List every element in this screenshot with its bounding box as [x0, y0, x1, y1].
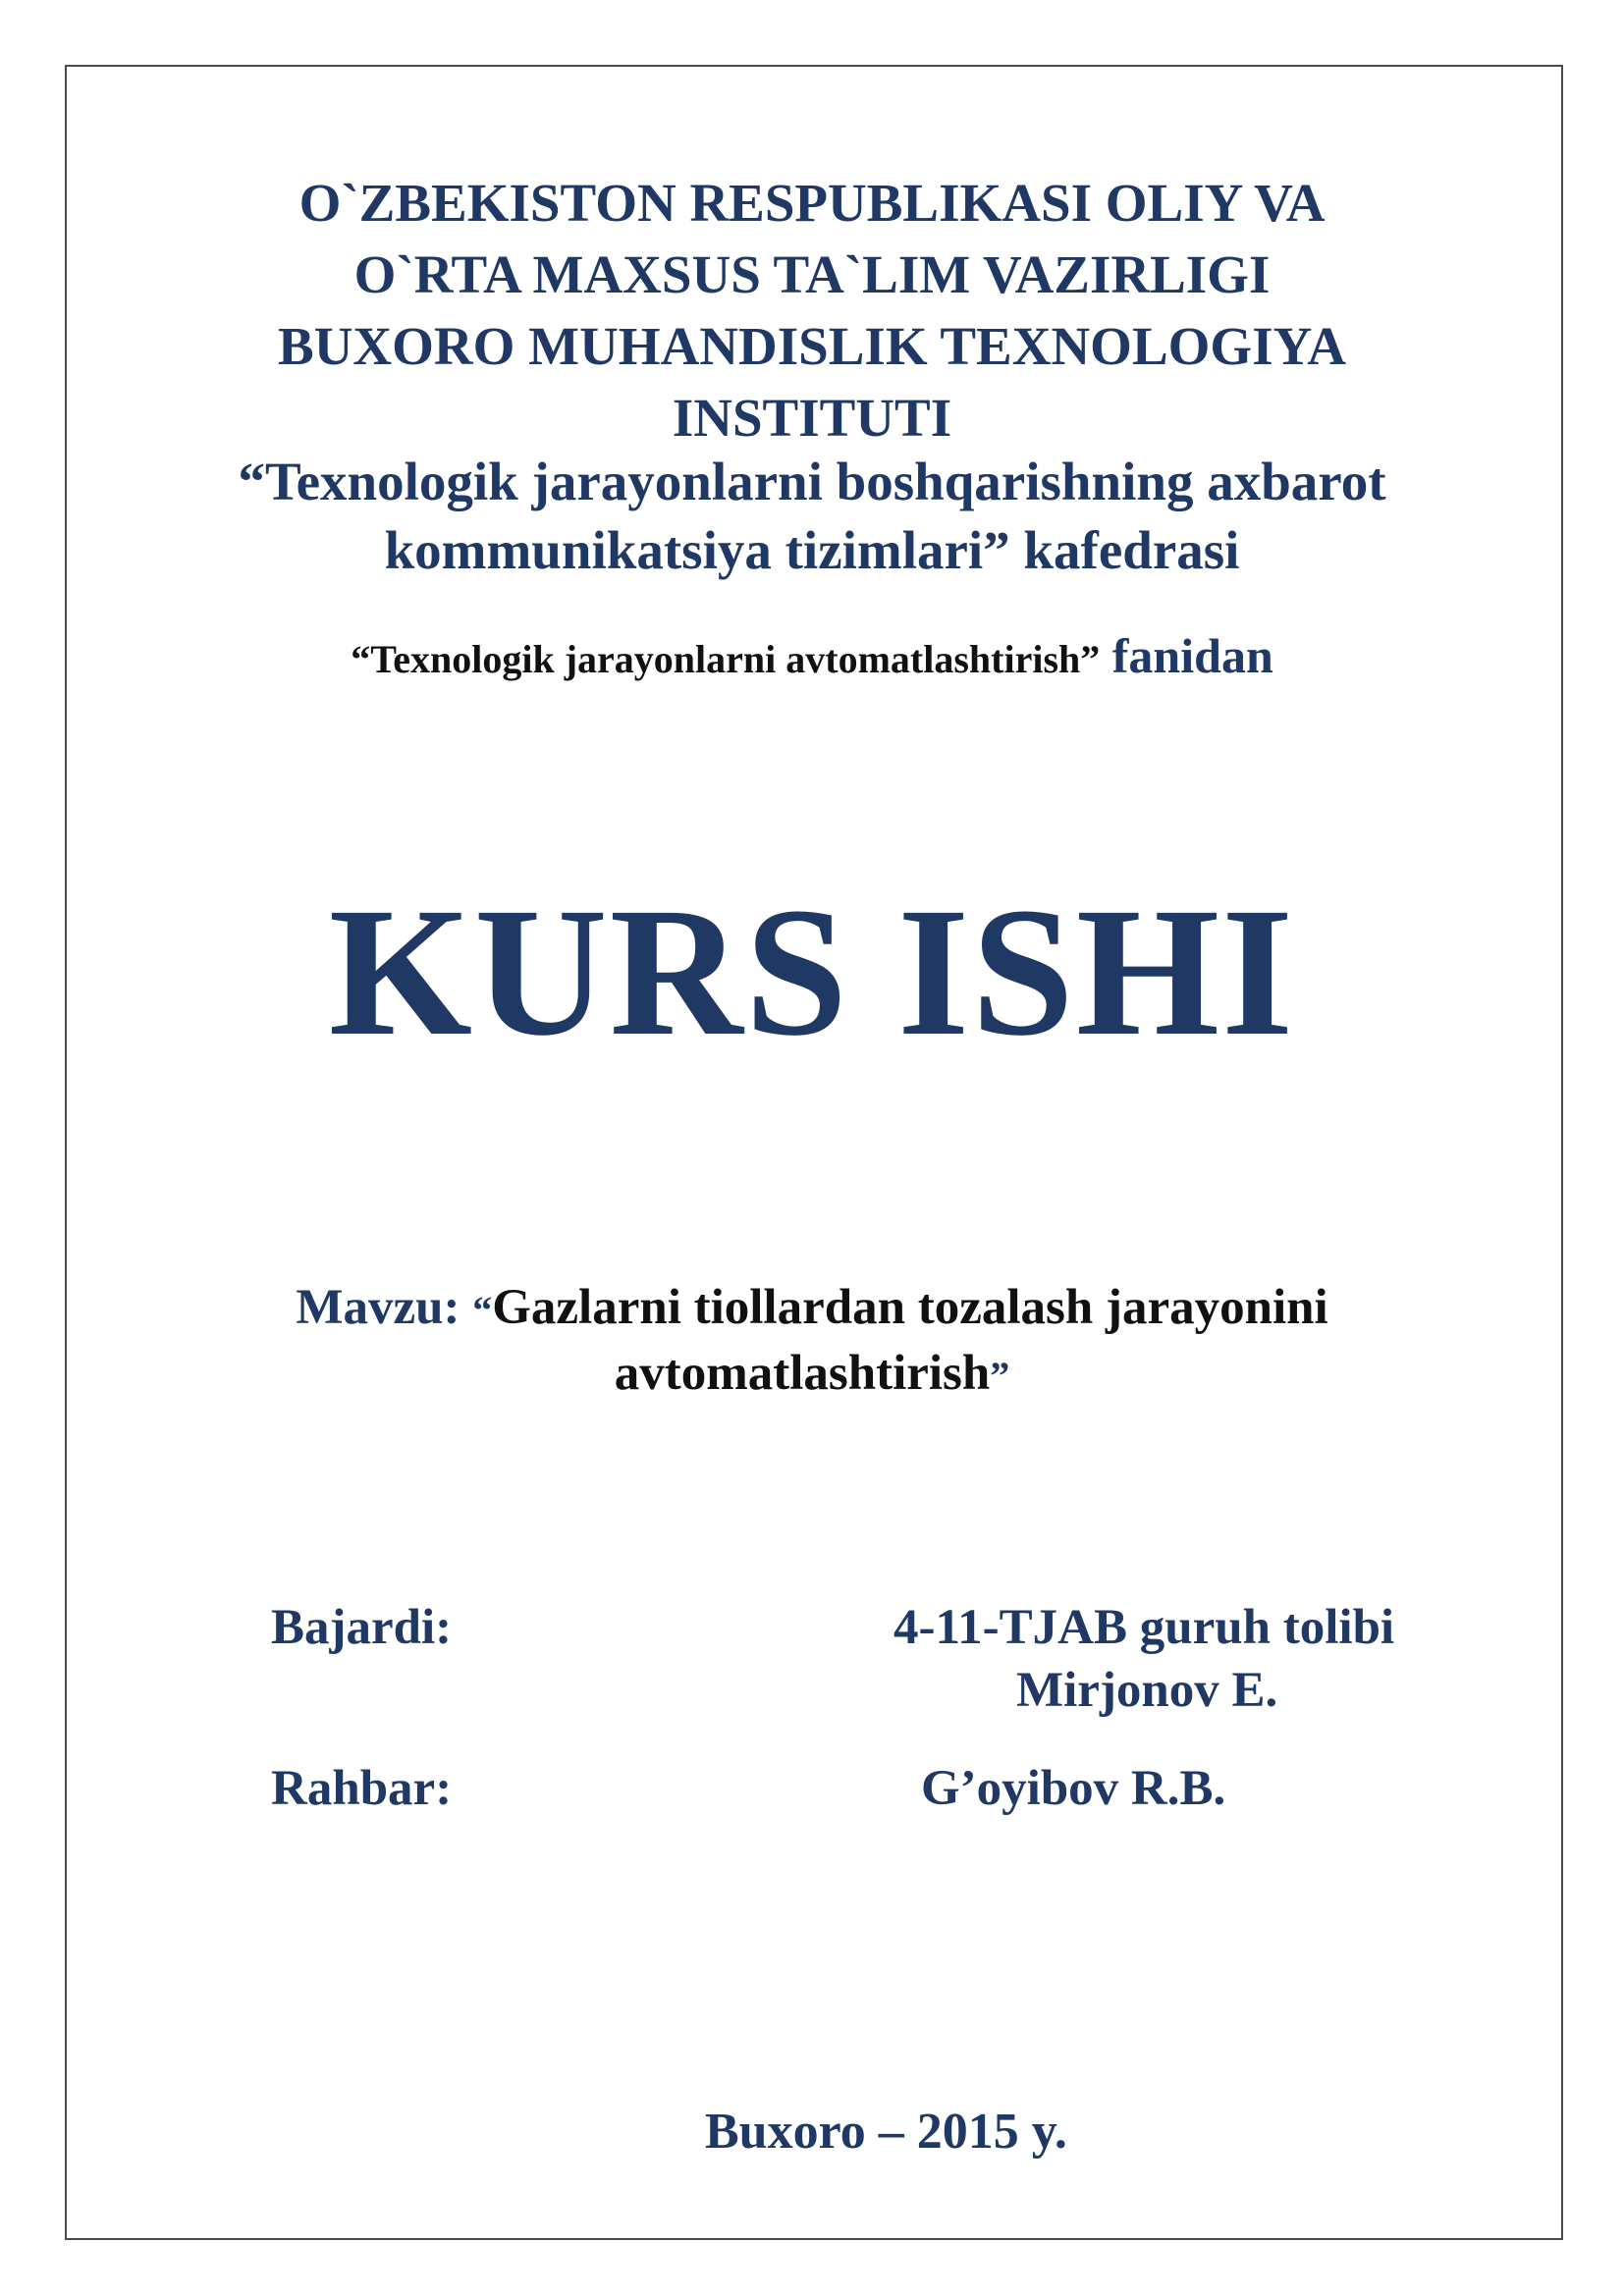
institute-line-2: INSTITUTI	[672, 388, 952, 448]
topic-text-line-2: avtomatlashtirish	[614, 1346, 991, 1401]
subject-suffix: fanidan	[1111, 628, 1273, 683]
supervisor-label: Rahbar:	[271, 1761, 453, 1816]
subject-name: “Texnologik jarayonlarni avtomatlashtirish”	[351, 637, 1101, 681]
performed-label: Bajardi:	[271, 1600, 453, 1655]
department-header	[0, 448, 1624, 585]
performed-group: 4-11-TJAB guruh tolibi	[893, 1600, 1395, 1655]
department-line-2: kommunikatsiya tizimlari” kafedrasi	[384, 520, 1240, 580]
topic-open-quote: “	[472, 1288, 493, 1332]
performed-name: Mirjonov E.	[1016, 1663, 1278, 1718]
ministry-line-1: O`ZBEKISTON RESPUBLIKASI OLIY VA	[298, 173, 1326, 233]
ministry-line-2: O`RTA MAXSUS TA`LIM VAZIRLIGI	[353, 244, 1271, 304]
department-line-1: “Texnologik jarayonlarni boshqarishning axbarot	[238, 452, 1386, 511]
supervisor-name: G’oyibov R.B.	[921, 1761, 1226, 1816]
document-title: KURS ISHI	[328, 869, 1296, 1074]
city-year: Buxoro – 2015 y.	[705, 2104, 1067, 2160]
institute-line-1: BUXORO MUHANDISLIK TEXNOLOGIYA	[278, 316, 1346, 376]
topic-line-2	[0, 1342, 1624, 1408]
subject-line	[0, 626, 1624, 689]
ministry-header	[0, 167, 1624, 454]
topic-close-quote: ”	[990, 1354, 1010, 1398]
topic-line-1	[0, 1276, 1624, 1342]
topic-label: Mavzu:	[296, 1280, 460, 1335]
topic-block	[0, 1276, 1624, 1408]
topic-text-line-1: Gazlarni tiollardan tozalash jarayonini	[492, 1280, 1328, 1335]
